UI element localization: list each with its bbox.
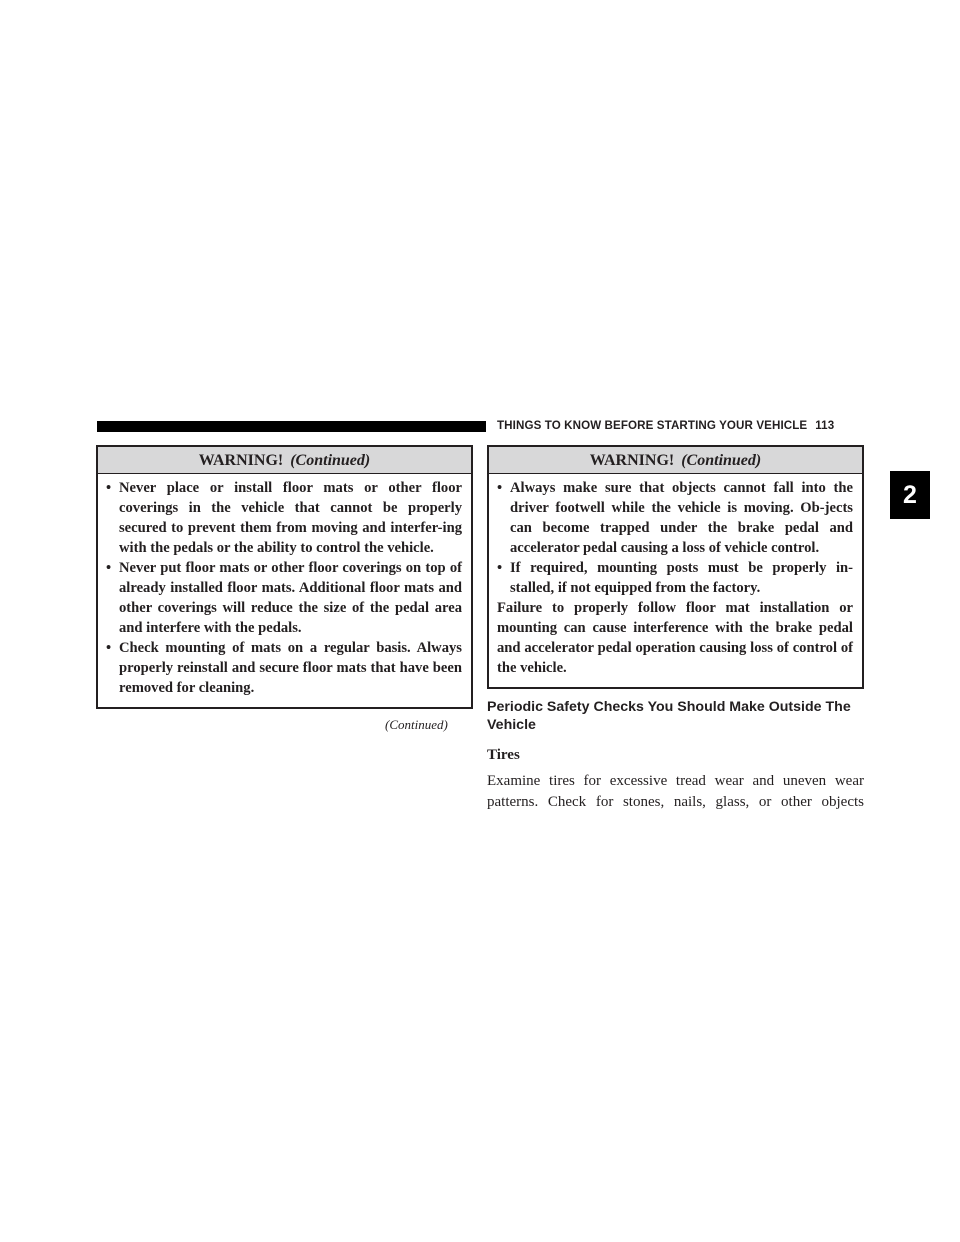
- warning-body: [489, 474, 862, 678]
- warning-paragraph: Failure to properly follow floor mat installation or mounting can cause interference with the brake pedal and accelerator pedal operation causing loss of control of the vehicle.: [497, 600, 853, 676]
- warning-title: WARNING!: [589, 452, 675, 469]
- warning-bullet: • Check mounting of mats on a regular basis. Always properly reinstall and secure floor mats that have been removed for cleaning.: [106, 638, 462, 698]
- warning-body: [98, 474, 471, 698]
- continued-note: (Continued): [385, 717, 448, 732]
- warning-box-left: [96, 445, 473, 709]
- body-paragraph: Examine tires for excessive tread wear and uneven wear patterns. Check for stones, nails, glass, or other objects: [487, 773, 864, 810]
- section-heading: Periodic Safety Checks You Should Make Outside The Vehicle: [487, 699, 851, 733]
- warning-bullet: • If required, mounting posts must be properly in-stalled, if not equipped from the factory.: [497, 558, 853, 598]
- header-title: THINGS TO KNOW BEFORE STARTING YOUR VEHICLE: [497, 419, 808, 432]
- warning-header: [98, 447, 471, 474]
- header-rule: [97, 421, 486, 432]
- chapter-tab: 2: [890, 471, 930, 519]
- warning-bullet: • Never put floor mats or other floor coverings on top of already installed floor mats. Additional floor mats and other coverings will reduce the size of the pedal area and interfere with the pedals.: [106, 558, 462, 638]
- warning-box-right: [487, 445, 864, 689]
- warning-continued-label: (Continued): [681, 452, 762, 469]
- running-header: [497, 419, 834, 432]
- warning-title: WARNING!: [198, 452, 284, 469]
- warning-bullet: • Never place or install floor mats or other floor coverings in the vehicle that cannot be properly secured to prevent them from moving and interfer-ing with the pedals or the ability to control the vehicle.: [106, 478, 462, 558]
- warning-bullet: • Always make sure that objects cannot fall into the driver footwell while the vehicle is moving. Ob-jects can become trapped under the brake pedal and accelerator pedal causing a loss of vehicle control.: [497, 478, 853, 558]
- warning-continued-label: (Continued): [290, 452, 371, 469]
- warning-header: [489, 447, 862, 474]
- page-number: 113: [815, 419, 835, 432]
- subsection-heading: Tires: [487, 747, 520, 763]
